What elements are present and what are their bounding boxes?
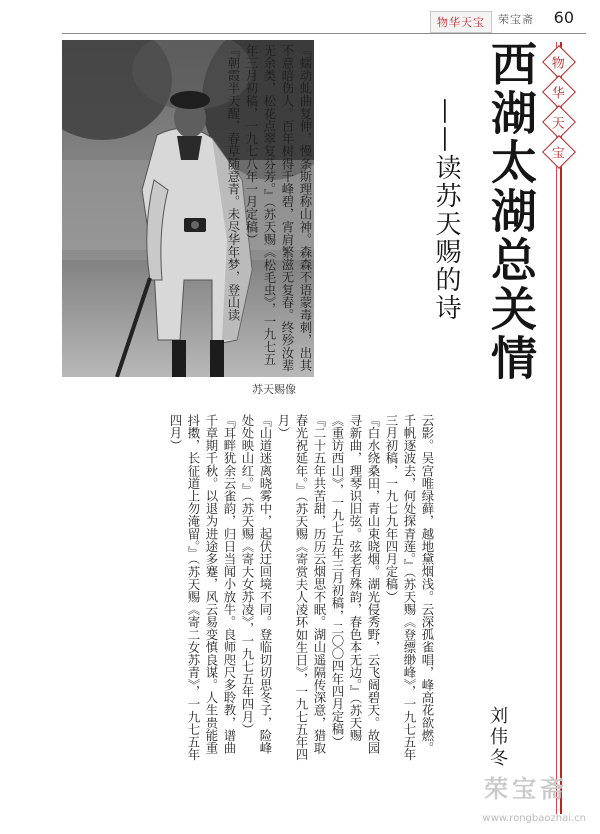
watermark-url: www.rongbaozhai.cn: [482, 813, 586, 824]
poem-text: 『耳畔犹余云雀韵，归日当闻小放牛。良师咫尺多聆教，谱曲千章期千秋。以退为进途多蹇，风云易变慎良谋。人生贵能重抖擞，长征道上勿淹留。』（苏天赐《寄二女苏青》，一九七五年四月）: [168, 414, 237, 761]
article-subtitle: ——读苏天赐的诗: [431, 98, 461, 322]
article-title: 西湖太湖总关情: [484, 40, 538, 383]
watermark-logo: 荣宝斋: [484, 774, 568, 803]
poem-text: 『二十五年共苦甜，历历云烟思不眠。湖山遥隔传深意，猎取春光祝延年。』（苏天赐《寄赏夫人凌环如生日》，一九七五年四月）: [276, 414, 327, 761]
emblem-diamond: [542, 105, 576, 139]
emblem-diamond: [542, 75, 576, 109]
page-number: 60: [553, 8, 574, 27]
header-section-tag: 物华天宝: [430, 11, 492, 33]
page-header: [0, 0, 600, 36]
header-magazine-name: 荣宝斋: [498, 13, 534, 26]
section-emblem: [532, 50, 586, 170]
poem-text: 云影。吴宫唯绿藓，越地黛烟浅。云深孤雀唱，峰高花欲燃。千帆逐波去，何处探青莲。』（苏天赐《登缥缈峰》，一九七五年三月初稿，一九七九年四月定稿）: [384, 414, 435, 761]
emblem-diamond: [542, 45, 576, 79]
emblem-char: 宝: [552, 146, 566, 162]
poem-text: 『蠕动虬曲复伸，慢条斯理称山神。森森不语蒙毒刺，出其不意暗伤人。百年树得千峰碧，宵肩繁滋无复春。终殄汝辈无余类，松花点翠复芬芳。』（苏天赐《松毛虫》，一九七五年三月初稿，一九七八年一月定稿）: [244, 44, 313, 372]
poems-body-column: [64, 414, 436, 762]
poem-text: 『朝霞半天醒，春草随意青。未尽华年梦，登山读: [226, 44, 241, 322]
poem-text: 『白水绕桑田，青山束晓烟。湖光侵秀野，云飞阔碧天。故园寻新曲，理琴识旧弦。弦老有殊韵，春色本无边。』（苏天赐《重访西山》，一九七五年三月初稿，二〇〇四年四月定稿）: [330, 414, 381, 755]
emblem-char: 天: [552, 116, 566, 132]
emblem-diamond: [542, 135, 576, 169]
emblem-char: 华: [552, 86, 566, 102]
poems-top-column: [218, 44, 314, 374]
emblem-char: 物: [552, 56, 566, 72]
article-author: 刘伟冬: [487, 706, 508, 769]
header-rule: [62, 33, 586, 34]
poem-text: 『山道迷离晓雾中，起伏迂回境不同。登临切切思冬子，险峰处处映山红。』（苏天赐《寄大女苏凌》，一九七五年四月）: [240, 414, 273, 755]
photo-caption: 苏天赐像: [252, 383, 296, 396]
